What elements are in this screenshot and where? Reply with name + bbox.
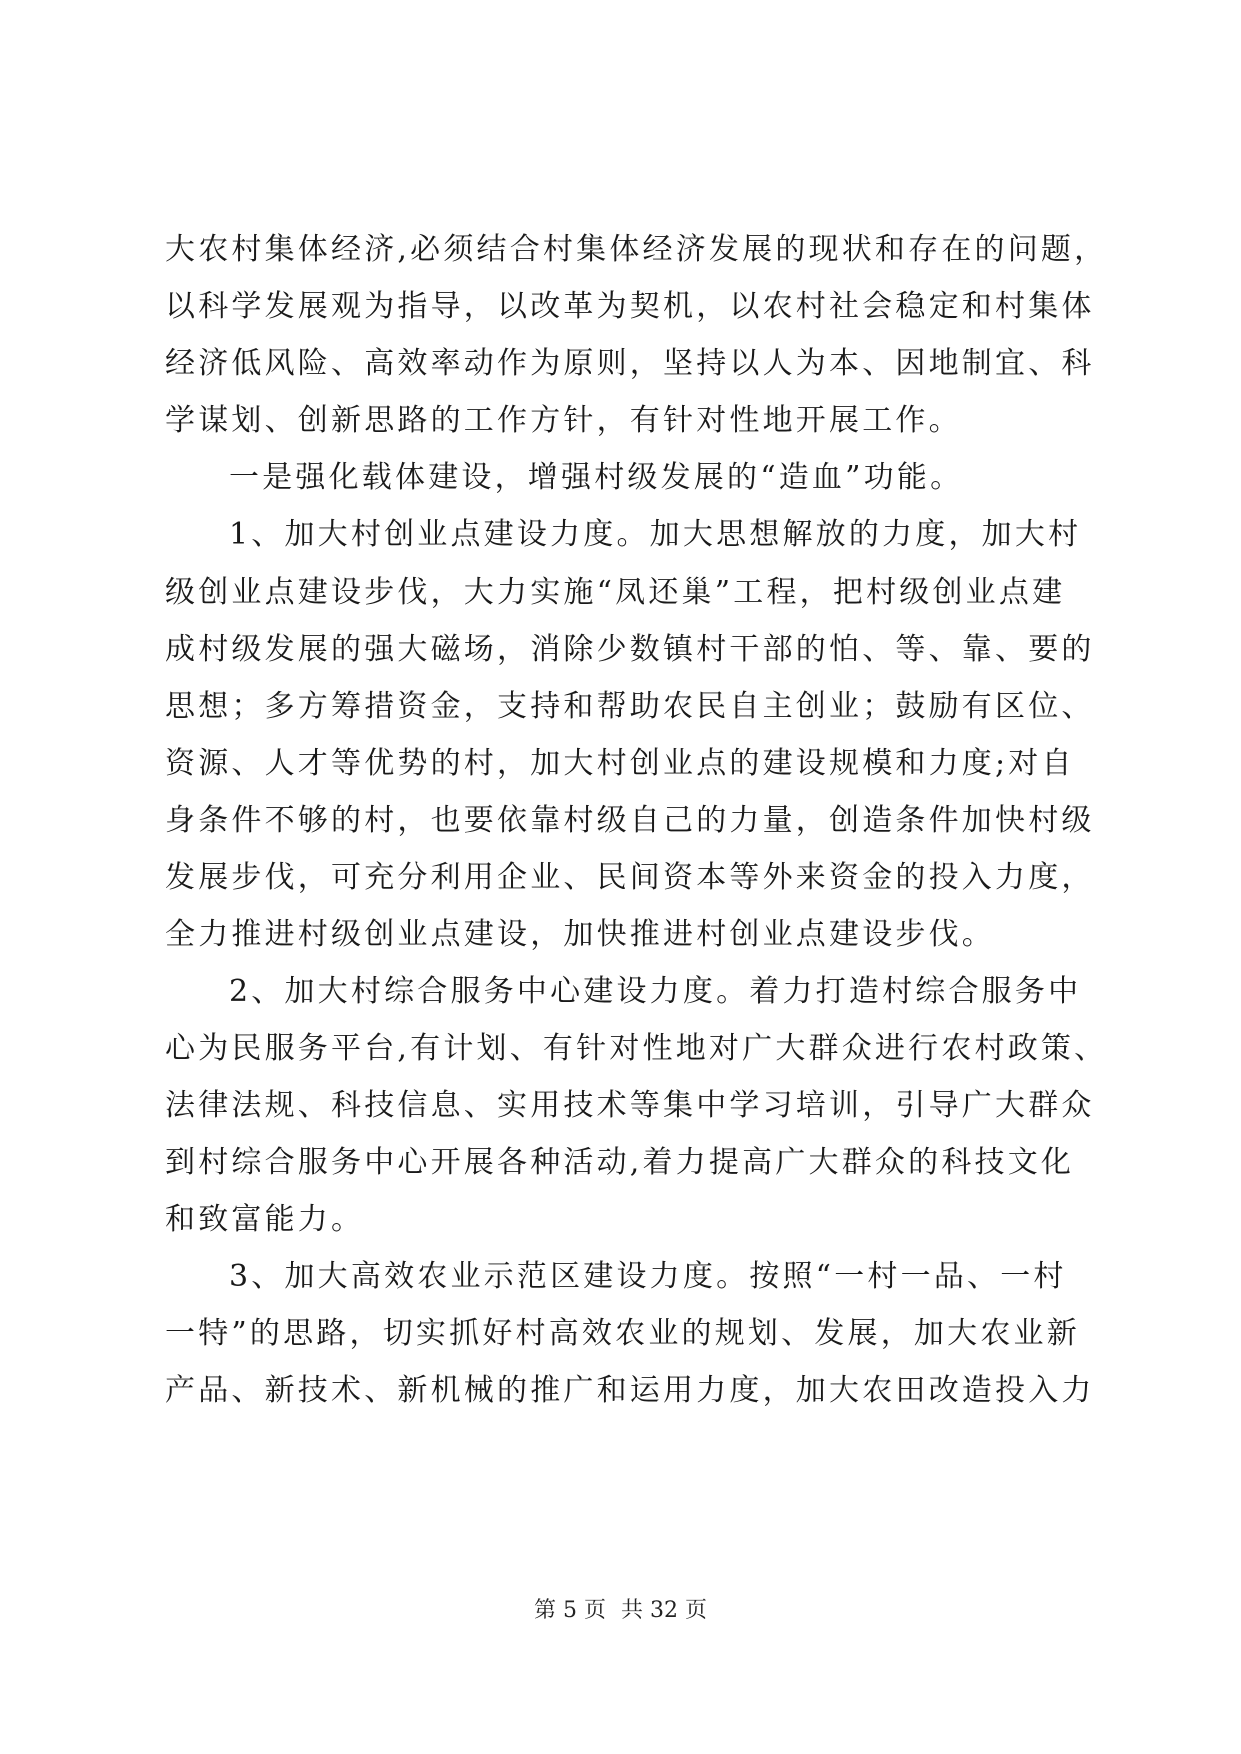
text-line: 2、加大村综合服务中心建设力度。着力打造村综合服务中: [229, 974, 1082, 1009]
page-total: 共 32 页: [621, 1598, 707, 1623]
text-line: 一特”的思路，切实抓好村高效农业的规划、发展，加大农业新: [165, 1316, 1080, 1351]
paragraph-heading: 一是强化载体建设，增强村级发展的“造血”功能。: [229, 460, 964, 495]
text-line: 以科学发展观为指导，以改革为契机，以农村社会稳定和村集体: [165, 289, 1095, 324]
text-line: 发展步伐，可充分利用企业、民间资本等外来资金的投入力度，: [165, 860, 1095, 895]
text-line: 学谋划、创新思路的工作方针，有针对性地开展工作。: [165, 403, 962, 438]
page-footer: [0, 1597, 1241, 1625]
text-line: 经济低风险、高效率动作为原则，坚持以人为本、因地制宜、科: [165, 346, 1095, 381]
text-line: 资源、人才等优势的村，加大村创业点的建设规模和力度;对自: [165, 746, 1075, 781]
text-line: 3、加大高效农业示范区建设力度。按照“一村一品、一村: [229, 1259, 1067, 1294]
text-line: 成村级发展的强大磁场，消除少数镇村干部的怕、等、靠、要的: [165, 632, 1095, 667]
text-line: 1、加大村创业点建设力度。加大思想解放的力度，加大村: [229, 517, 1082, 552]
text-line: 产品、新技术、新机械的推广和运用力度，加大农田改造投入力: [165, 1373, 1095, 1408]
text-line: 全力推进村级创业点建设，加快推进村创业点建设步伐。: [165, 917, 995, 952]
page-number: 第 5 页: [534, 1598, 606, 1623]
text-line: 心为民服务平台,有计划、有针对性地对广大群众进行农村政策、: [165, 1031, 1108, 1066]
text-line: 身条件不够的村，也要依靠村级自己的力量，创造条件加快村级: [165, 803, 1095, 838]
text-line: 思想；多方筹措资金，支持和帮助农民自主创业；鼓励有区位、: [165, 689, 1095, 724]
text-line: 到村综合服务中心开展各种活动,着力提高广大群众的科技文化: [165, 1145, 1075, 1180]
text-line: 大农村集体经济,必须结合村集体经济发展的现状和存在的问题，: [165, 232, 1108, 267]
text-line: 法律法规、科技信息、实用技术等集中学习培训，引导广大群众: [165, 1088, 1095, 1123]
text-line: 级创业点建设步伐，大力实施“凤还巢”工程，把村级创业点建: [165, 575, 1066, 610]
text-line: 和致富能力。: [165, 1202, 365, 1237]
